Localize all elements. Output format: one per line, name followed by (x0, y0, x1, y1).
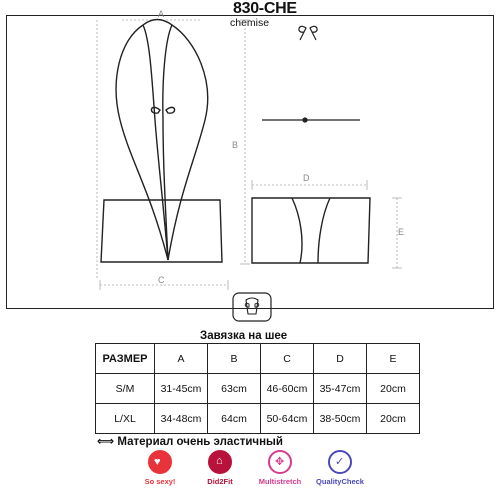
dim-b-label: B (232, 140, 239, 150)
header-cell: D (314, 344, 367, 374)
stretch-icon: ✥ (268, 450, 292, 474)
product-type: chemise (230, 17, 270, 29)
size-cell: 64cm (208, 404, 261, 434)
badge-row (130, 450, 370, 500)
neck-tie-icon (232, 292, 272, 322)
badge-label: Did2Fit (207, 477, 233, 486)
badge-label: QualityCheck (316, 477, 364, 486)
dim-e-label: E (398, 227, 405, 237)
tie-caption: Завязка на шее (200, 330, 288, 342)
dress-icon: ⌂ (208, 450, 232, 474)
size-cell: 31-45cm (155, 374, 208, 404)
stretch-note-text: Материал очень эластичный (117, 436, 283, 448)
header-cell: E (367, 344, 420, 374)
size-cell: 38-50cm (314, 404, 367, 434)
dim-c-label: C (158, 275, 165, 285)
dim-a-label: A (158, 9, 165, 19)
size-cell: L/XL (96, 404, 155, 434)
badge-label: So sexy! (144, 477, 176, 486)
size-cell: 63cm (208, 374, 261, 404)
size-cell: 20cm (367, 404, 420, 434)
bow-icon (299, 26, 317, 40)
stretch-note (97, 434, 283, 448)
table-row (96, 404, 420, 434)
dim-d-label: D (303, 173, 310, 183)
size-cell: 46-60cm (261, 374, 314, 404)
size-cell: 34-48cm (155, 404, 208, 434)
magnifier-icon: ✓ (328, 450, 352, 474)
badge-so-sexy (130, 450, 190, 486)
badge-label: Multistretch (258, 477, 302, 486)
product-code: 830-CHE (233, 0, 297, 17)
table-row (96, 374, 420, 404)
size-cell: 50-64cm (261, 404, 314, 434)
header-cell: B (208, 344, 261, 374)
size-cell: 20cm (367, 374, 420, 404)
badge-qualitycheck (310, 450, 370, 486)
tie-drawing (262, 118, 360, 122)
badge-multistretch (250, 450, 310, 486)
header-cell: C (261, 344, 314, 374)
badge-did2fit (190, 450, 250, 486)
heart-icon: ♥ (148, 450, 172, 474)
header-cell: РАЗМЕР (96, 344, 155, 374)
stretch-arrows-icon: ⟺ (97, 434, 115, 448)
size-cell: 35-47cm (314, 374, 367, 404)
panties-drawing (252, 198, 370, 263)
size-table (95, 343, 420, 434)
table-header-row (96, 344, 420, 374)
header-cell: A (155, 344, 208, 374)
size-cell: S/M (96, 374, 155, 404)
